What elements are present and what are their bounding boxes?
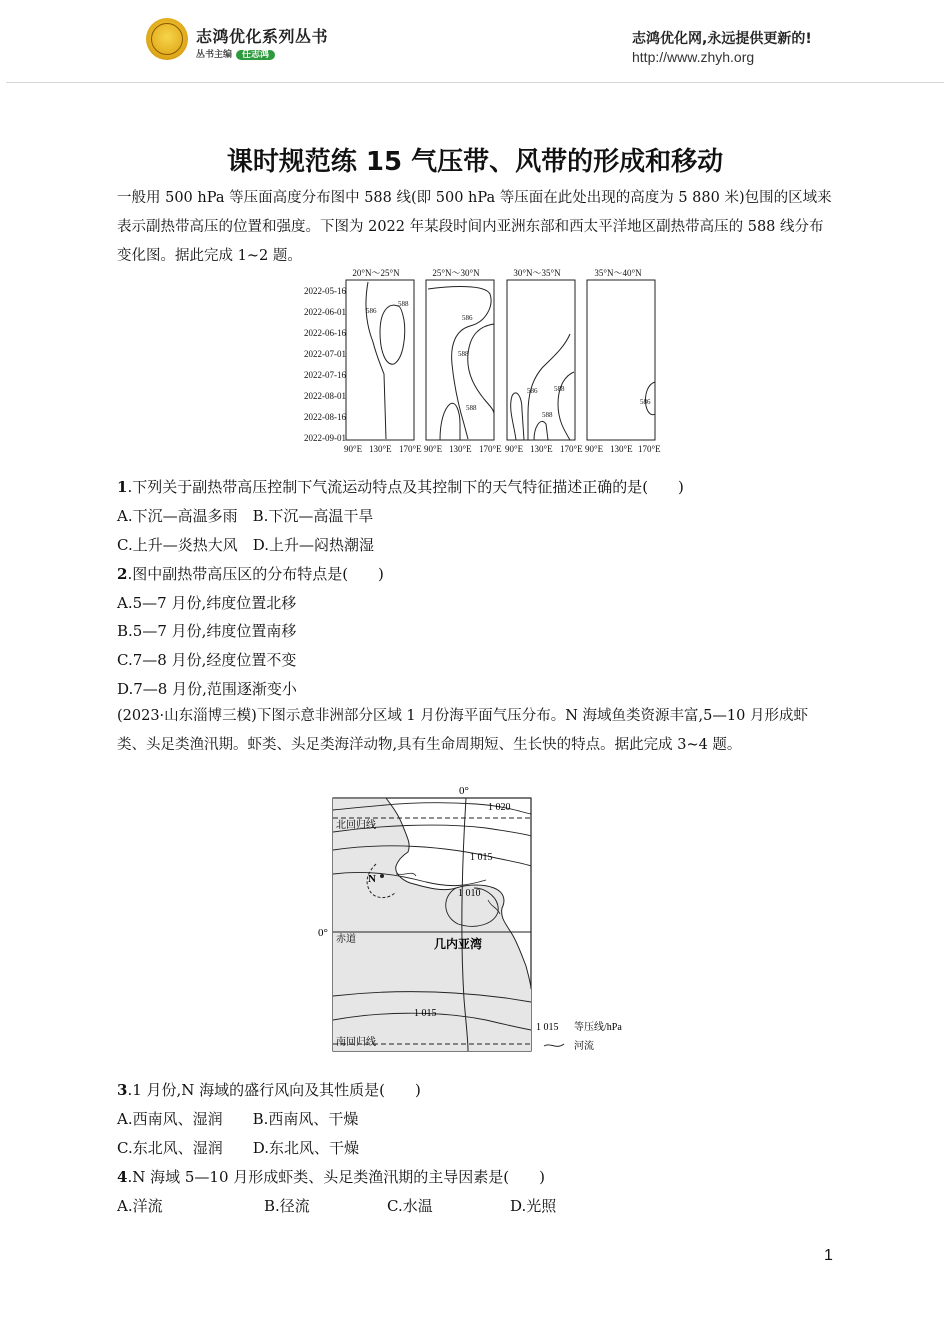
question-2-text: .图中副热带高压区的分布特点是( ) xyxy=(127,565,384,583)
contour-label: 588 xyxy=(542,411,553,419)
question-4-option-b: B.径流 xyxy=(264,1197,310,1215)
question-2-option-a: A.5—7 月份,纬度位置北移 xyxy=(117,594,297,612)
meridian-label: 0° xyxy=(459,785,469,797)
equator-degree-label: 0° xyxy=(318,927,328,939)
logo-emblem xyxy=(146,18,188,60)
panel-frame-2 xyxy=(426,280,494,440)
question-3 xyxy=(117,1079,421,1100)
contour-label: 586 xyxy=(462,314,473,322)
contour-label: 586 xyxy=(527,387,538,395)
date-label: 2022-08-16 xyxy=(304,412,346,422)
x-tick: 170°E xyxy=(479,444,502,454)
contour-label: 588 xyxy=(554,385,565,393)
x-tick: 90°E xyxy=(505,444,524,454)
editor-name: 任志鸿 xyxy=(236,50,275,60)
legend-river-icon xyxy=(544,1044,564,1046)
page-title: 课时规范练 15 气压带、风带的形成和移动 xyxy=(226,147,724,177)
question-4-option-a: A.洋流 xyxy=(117,1197,163,1215)
question-2-option-d: D.7—8 月份,范围逐渐变小 xyxy=(117,680,297,698)
intro-paragraph-1: 一般用 500 hPa 等压面高度分布图中 588 线(即 500 hPa 等压面在此处出现的高度为 5 880 米)包围的区域来表示副热带高压的位置和强度。下图为 2022 年某段时间内亚洲东部和西太平洋地区副热带高压的 588 线分布变化图。据此完成 1~2 题。 xyxy=(117,190,832,264)
x-tick: 90°E xyxy=(344,444,363,454)
isobar-label: 1 015 xyxy=(414,1008,437,1019)
map-legend xyxy=(536,1020,622,1052)
panel-frame-3 xyxy=(507,280,575,440)
subtropical-high-chart xyxy=(280,264,680,456)
panel-title-3: 30°N～35°N xyxy=(513,268,561,278)
question-4-option-c: C.水温 xyxy=(387,1197,433,1215)
contour-586-panel-1 xyxy=(366,282,386,439)
x-tick: 170°E xyxy=(638,444,661,454)
page-number: 1 xyxy=(824,1247,833,1264)
x-tick: 170°E xyxy=(560,444,583,454)
gulf-label: 几内亚湾 xyxy=(434,937,483,951)
contour-label: 586 xyxy=(366,307,377,315)
point-n-label: N xyxy=(368,873,376,885)
question-2-option-b: B.5—7 月份,纬度位置南移 xyxy=(117,622,297,640)
contour-label: 586 xyxy=(640,398,651,406)
x-tick: 130°E xyxy=(610,444,633,454)
panel-title-1: 20°N～25°N xyxy=(352,268,400,278)
series-title: 志鸿优化系列丛书 xyxy=(196,27,329,46)
question-4-option-d: D.光照 xyxy=(510,1197,557,1215)
question-4-number: 4 xyxy=(117,1168,128,1186)
x-tick: 170°E xyxy=(399,444,422,454)
equator-label: 赤道 xyxy=(336,934,356,945)
intro-paragraph-2: (2023·山东淄博三模)下图示意非洲部分区域 1 月份海平面气压分布。N 海域鱼类资源丰富,5—10 月形成虾类、头足类渔汛期。虾类、头足类海洋动物,具有生命周期短、生长快的特点。据此完成 3~4 题。 xyxy=(117,708,808,753)
question-4-text: .N 海域 5—10 月形成虾类、头足类渔汛期的主导因素是( ) xyxy=(127,1168,545,1186)
question-1-options-cd: C.上升—炎热大风 D.上升—闷热潮湿 xyxy=(117,536,374,554)
contour-588-panel-1 xyxy=(380,305,405,364)
x-tick: 130°E xyxy=(449,444,472,454)
legend-river-label: 河流 xyxy=(574,1041,594,1052)
contour-label: 588 xyxy=(466,404,477,412)
date-label: 2022-07-01 xyxy=(304,349,346,359)
contour-label: 588 xyxy=(398,300,409,308)
contour-588-panel-2-b xyxy=(440,403,460,440)
question-2-number: 2 xyxy=(117,565,128,583)
contour-586-panel-3-b xyxy=(511,393,524,440)
date-label: 2022-06-01 xyxy=(304,307,346,317)
editor-credit xyxy=(196,47,275,60)
header-divider xyxy=(6,82,944,83)
panel-frame-4 xyxy=(587,280,655,440)
date-label: 2022-05-16 xyxy=(304,286,346,296)
contour-588-panel-3-a xyxy=(558,372,574,440)
isobar-label: 1 020 xyxy=(488,802,511,813)
x-tick: 90°E xyxy=(424,444,443,454)
contour-588-panel-2-a xyxy=(468,324,494,414)
date-label: 2022-07-16 xyxy=(304,370,346,380)
date-label: 2022-09-01 xyxy=(304,433,346,443)
question-1-text: .下列关于副热带高压控制下气流运动特点及其控制下的天气特征描述正确的是( ) xyxy=(127,478,684,496)
isobar-label: 1 015 xyxy=(470,852,493,863)
site-url-link[interactable]: http://www.zhyh.org xyxy=(632,49,755,65)
contour-label: 588 xyxy=(458,350,469,358)
editor-label: 丛书主编 xyxy=(196,50,233,60)
slogan: 志鸿优化网,永远提供更新的! xyxy=(632,31,812,47)
x-tick: 130°E xyxy=(530,444,553,454)
question-2-option-c: C.7—8 月份,经度位置不变 xyxy=(117,651,297,669)
isobar-label: 1 010 xyxy=(458,888,481,899)
contour-588-panel-3-b xyxy=(534,421,548,440)
date-label: 2022-06-16 xyxy=(304,328,346,338)
legend-isobar-value: 1 015 xyxy=(536,1022,559,1033)
tropic-capricorn-label: 南回归线 xyxy=(336,1037,376,1048)
question-2 xyxy=(117,563,384,584)
question-3-options-cd: C.东北风、湿润 D.东北风、干燥 xyxy=(117,1139,359,1157)
panel-title-2: 25°N～30°N xyxy=(432,268,480,278)
date-label: 2022-08-01 xyxy=(304,391,346,401)
question-1 xyxy=(117,476,684,497)
question-1-number: 1 xyxy=(117,478,128,496)
x-tick: 90°E xyxy=(585,444,604,454)
question-1-options-ab: A.下沉—高温多雨 B.下沉—高温干旱 xyxy=(117,507,374,525)
question-3-options-ab: A.西南风、湿润 B.西南风、干燥 xyxy=(117,1110,359,1128)
question-3-text: .1 月份,N 海域的盛行风向及其性质是( ) xyxy=(127,1081,421,1099)
question-4 xyxy=(117,1166,545,1187)
tropic-cancer-label: 北回归线 xyxy=(336,820,376,831)
legend-isobar-label: 等压线/hPa xyxy=(574,1022,622,1033)
africa-pressure-map xyxy=(316,784,636,1054)
question-3-number: 3 xyxy=(117,1081,128,1099)
panel-title-4: 35°N～40°N xyxy=(594,268,642,278)
x-tick: 130°E xyxy=(369,444,392,454)
point-n-marker xyxy=(380,874,384,878)
